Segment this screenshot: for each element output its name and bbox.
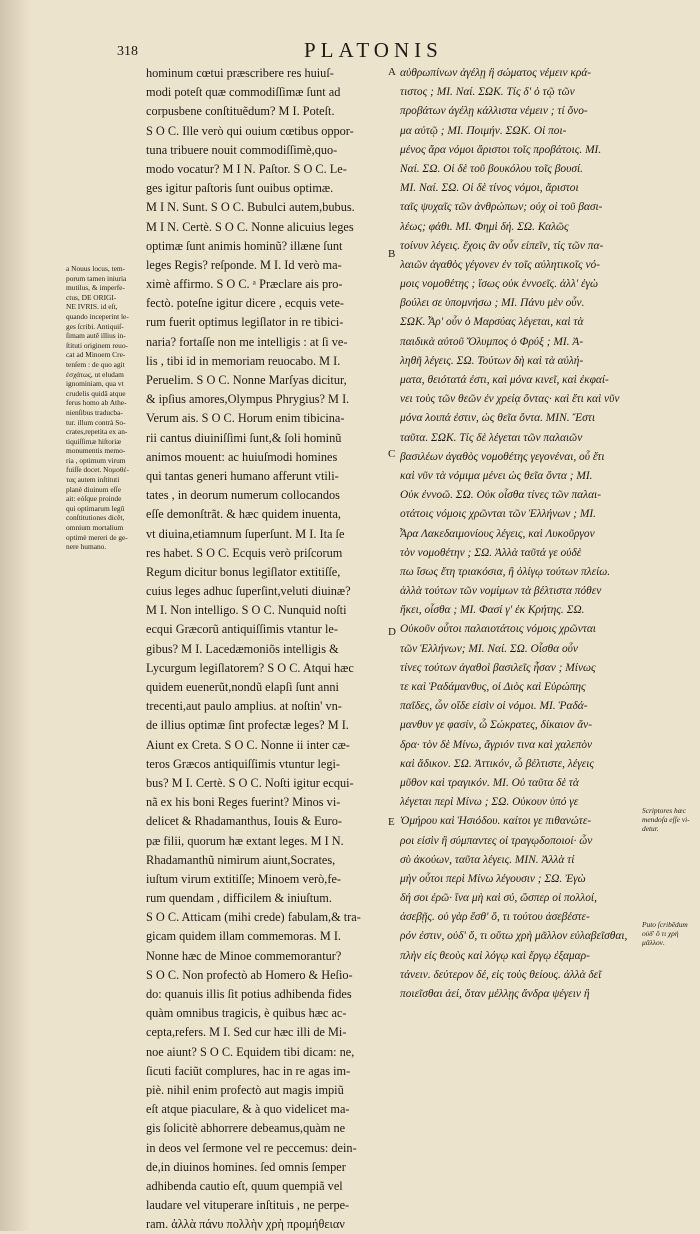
greek-line: καὶ νῦν τὰ νόμιμα μένει ὡς θεῖα ὄντα ; ΜΙ. [400, 469, 593, 482]
latin-line: de illius optimæ ſint profectæ leges? M I. [146, 718, 349, 733]
greek-line: καὶ ἄδικον. ΣΩ. Ἀττικόν, ὦ βέλτιστε, λέγεις [400, 757, 594, 770]
latin-line: hominum cœtui præscribere res huiuſ- [146, 66, 334, 80]
leftnote-line: ſimam autẽ illius in- [66, 331, 126, 341]
leftnote-line: monumentis memo- [66, 446, 126, 456]
latin-line: delicet & Rhadamanthus, Iouis & Euro- [146, 814, 343, 829]
greek-line: ταῦτα. ΣΩΚ. Τίς δὲ λέγεται τῶν παλαιῶν [400, 431, 583, 444]
leftnote-line: NE IVRIS. id eſt, [66, 302, 118, 312]
greek-line: δή σοι ἐρῶ· ἵνα μὴ καὶ σύ, ὥσπερ οἱ πολλοί, [400, 892, 597, 905]
latin-line: in deos vel ſermone vel re peccemus: dein- [146, 1140, 357, 1155]
greek-line: μῦθον καὶ τραγικόν. ΜΙ. Οὐ ταῦτα δὲ τὰ [400, 776, 579, 789]
latin-line: ram. ἀλλὰ πάνυ πολλὴν χρὴ προμήθειαν [146, 1217, 345, 1232]
latin-line: vt diuina,etiamnum ſuperſunt. M I. Ita ſe [146, 526, 345, 541]
greek-line: Ἆρα Λακεδαιμονίους λέγεις, καὶ Λυκοῦργον [400, 527, 595, 540]
greek-line: οτάτοις νόμοις χρῶνται τῶν Ἑλλήνων ; ΜΙ. [400, 508, 596, 521]
latin-line: Rhadamanthũ nimirum aiunt,Socrates, [146, 852, 336, 867]
latin-line: gibus? M I. Lacedæmoniõs intelligis & [146, 641, 339, 656]
rnote2-line: Puto ſcribẽdum [642, 920, 688, 929]
greek-line: ἥκει, οἶσθα ; ΜΙ. Φασί γ' ἐκ Κρήτης. ΣΩ. [400, 604, 585, 617]
latin-line: Aiunt ex Creta. S O C. Nonne ii inter cæ- [146, 737, 350, 752]
latin-line: Regum dicitur bonus legiſlator extitiſſe, [146, 564, 341, 579]
latin-line: rii cantus diuiniſſimi ſunt,& ſoli hominũ [146, 430, 342, 445]
greek-line: Οὐκοῦν οὗτοι παλαιοτάτοις νόμοις χρῶνται [400, 623, 596, 636]
leftnote-line: a Nouus locus, tem- [66, 264, 126, 273]
latin-translation-column [146, 64, 390, 1234]
latin-line: Peruelim. S O C. Nonne Marſyas dicitur, [146, 373, 347, 387]
greek-text-column [400, 64, 632, 1004]
greek-line: ροι εἰσὶν ἢ σύμπαντες οἱ τραγῳδοποιοί· ὧν [400, 834, 593, 847]
latin-line: piè. nihil enim profectò aut magis impiũ [146, 1082, 344, 1097]
latin-line: S O C. Ille verò qui ouium cœtibus oppor- [146, 123, 354, 138]
greek-line: μανθυν γε φασίν, ὦ Σώκρατες, δίκαιον ἄν- [400, 719, 593, 732]
latin-line: quàm omnibus tragicis, è quibus hæc ac- [146, 1006, 347, 1021]
latin-line: ximè affirmo. S O C. ᵃ Præclare ais pro- [146, 277, 343, 292]
latin-line: nã ex his boni Reges fuerint? Minos vi- [146, 795, 341, 810]
latin-line: tuna tribuere nouit commodiſſimè,quo- [146, 142, 338, 157]
greek-line: πλὴν εἰς θεοὺς καὶ λόγῳ καὶ ἔργῳ ἐξαμαρ- [400, 949, 590, 962]
latin-line: ecqui Græcorũ antiquiſſimis vtantur le- [146, 622, 338, 637]
latin-line: modo vocatur? M I N. Paſtor. S O C. Le- [146, 161, 347, 176]
leftnote-line: ἐσχάτως, ut eludam [66, 369, 124, 379]
latin-line: leges Regis? reſponde. M I. Id verò ma- [146, 257, 342, 272]
latin-line: ges igitur paſtoris ſunt ouibus optimæ. [146, 181, 334, 196]
greek-line: πω ἴσως ἔτη τριακόσια, ἢ ὀλίγῳ τούτων πλείω. [400, 565, 611, 578]
greek-line: παῖδες, ὧν οἵδε εἰσὶν οἱ νόμοι. ΜΙ. Ῥαδά- [400, 700, 588, 713]
latin-line: do: quanuis illis ſit potius adhibenda fides [146, 987, 352, 1001]
greek-line: ἀλλὰ τούτων τῶν νομίμων τὰ βέλτιστα πόθεν [400, 585, 602, 598]
page-number: 318 [117, 44, 138, 59]
section-letter-d: D [388, 626, 396, 638]
latin-line: rum quendam , difficilem & iniuſtum. [146, 891, 332, 906]
latin-line: lis , tibi id in memoriam reuocabo. M I. [146, 353, 341, 368]
latin-line: cuius leges adhuc ſuperſint,veluti diuinæ? [146, 584, 351, 599]
leftnote-line: planè diuinum eſſe [66, 484, 122, 494]
greek-line: δρα· τὸν δὲ Μίνω, ἄγριόν τινα καὶ χαλεπὸν [400, 738, 593, 751]
greek-line: τάνειν. δεύτερον δέ, εἰς τοὺς θείους. ἀλλὰ δεῖ [400, 968, 602, 981]
latin-line: gis ſolicitè abhorrere debeamus,quàm ne [146, 1121, 346, 1136]
greek-line: Ναί. ΣΩ. Οἱ δὲ τοῦ βουκόλου τοῖς βουσί. [400, 162, 583, 175]
leftnote-line: nienſibus traducba- [66, 407, 123, 417]
greek-line: τὸν νομοθέτην ; ΣΩ. Ἀλλὰ ταῦτά γε οὐδὲ [400, 546, 582, 559]
greek-line: ΣΩΚ. Ἆρ' οὖν ὁ Μαρσύας λέγεται, καὶ τὰ [400, 316, 584, 329]
greek-line: τιστος ; ΜΙ. Ναί. ΣΩΚ. Τίς δ' ὁ τῷ τῶν [400, 86, 575, 99]
greek-line: λέως; φάθι. ΜΙ. Φημὶ δή. ΣΩ. Καλῶς [400, 220, 569, 233]
latin-line: corpusbene conſtituẽdum? M I. Poteſt. [146, 104, 335, 119]
leftnote-line: qui optimarum legũ [66, 503, 125, 513]
leftnote-line: ait: eóſque proinde [66, 494, 122, 504]
greek-line: Ὁμήρου καὶ Ἡσιόδου. καίτοι γε πιθανώτε- [400, 815, 592, 828]
margin-note-left [66, 264, 148, 552]
greek-line: βούλει σε ὑπομνήσω ; ΜΙ. Πάνυ μὲν οὖν. [400, 297, 585, 310]
latin-line: eſſe demonſtrãt. & hæc quidem inuenta, [146, 507, 341, 522]
greek-line: μοις νομοθέτης ; ἴσως οὐκ ἐννοεῖς. ἀλλ' ἐγὼ [400, 278, 599, 291]
latin-line: trecenti,aut paulo amplius. at noſtin' vn- [146, 699, 342, 714]
rnote1-line: detur. [642, 824, 659, 834]
latin-line: qui tantas generi humano afferunt vtili- [146, 468, 339, 483]
latin-line: quidem euenerũt,nondũ elapſi ſunt anni [146, 680, 339, 694]
latin-line: teros Græcos antiquiſſimis vtuntur legi- [146, 756, 340, 771]
latin-line: M I N. Certè. S O C. Nonne alicuius leges [146, 219, 354, 234]
latin-line: pæ filii, quorum hæ extant leges. M I N. [146, 833, 344, 848]
latin-line: adhibenda cautio eſt, quum quempiã vel [146, 1178, 343, 1193]
latin-line: optimæ ſunt animis hominũ? illæne ſunt [146, 238, 343, 253]
leftnote-line: ria , optimum virum [66, 455, 126, 465]
latin-line: cepta,refers. M I. Sed cur hæc illi de Mi- [146, 1025, 347, 1040]
latin-line: tates , in deorum numerum collocandos [146, 488, 340, 503]
leftnote-line: ſtituti originem reuo- [66, 340, 128, 350]
greek-line: βασιλέων ἀγαθὸς νομοθέτης γεγονέναι, οὗ ἔτι [400, 450, 605, 463]
leftnote-line: conſtitutiones dicẽt, [66, 513, 125, 523]
section-letter-a: A [388, 66, 396, 78]
leftnote-line: tur. illum contrà So- [66, 417, 126, 427]
greek-line: ρόν ἐστιν, οὐδ' ὅ, τι οὕτω χρὴ μᾶλλον εὐλαβεῖσθαι, [400, 930, 628, 943]
latin-line: naria? fortaſſe non me intelligis : at ſi ve- [146, 334, 348, 349]
latin-line: M I. Non intelligo. S O C. Nunquid noſti [146, 603, 347, 618]
latin-line: noe aiunt? S O C. Equidem tibi dicam: ne, [146, 1044, 355, 1059]
greek-line: μόνα λοιπά ἐστιν, ὡς θεῖα ὄντα. ΜΙΝ. Ἔστι [400, 412, 595, 425]
leftnote-line: porum tamen iniuria [66, 273, 127, 283]
greek-line: προβάτων ἀγέλῃ κάλλιστα νέμειν ; τί ὄνο- [400, 105, 588, 118]
leftnote-line: cat ad Minoem Cre- [66, 350, 126, 360]
latin-line: modi poteſt quæ commodiſſimæ ſunt ad [146, 85, 341, 100]
margin-note-right-lower [642, 920, 698, 948]
greek-line: τε καὶ Ῥαδάμανθυς, οἱ Διὸς καὶ Εὐρώπης [400, 681, 586, 693]
running-title: PLATONIS [304, 38, 443, 62]
greek-line: λέγεται περὶ Μίνω ; ΣΩ. Οὐκουν ὑπό γε [400, 796, 579, 809]
greek-line: τῶν Ἑλλήνων; ΜΙ. Ναί. ΣΩ. Οἶσθα οὖν [400, 642, 578, 655]
rnote1-line: mendoſa eſſe vi- [642, 815, 690, 825]
greek-line: μα αὐτῷ ; ΜΙ. Ποιμήν. ΣΩΚ. Οἱ ποι- [400, 124, 567, 137]
greek-line: νει τοὺς τῶν θεῶν ἐν χρείᾳ ὄντας· καὶ ἔτι καὶ νῦν [400, 393, 620, 406]
leftnote-line: quando inceperint le- [66, 311, 129, 321]
greek-line: ποιεῖσθαι ἀεί, ὅταν μέλλῃς ἄνδρα ψέγειν ἢ [400, 988, 590, 1000]
leftnote-line: fuiſſe docet. Νομοθέ- [66, 465, 129, 475]
latin-line: Nonne hæc de Minoe commemorantur? [146, 948, 342, 963]
greek-line: ταῖς ψυχαῖς τῶν ἀνθρώπων; οὐχ οἱ τοῦ βασι- [400, 201, 603, 214]
greek-line: Οὐκ ἐννοῶ. ΣΩ. Οὐκ οἶσθα τίνες τῶν παλαι- [400, 489, 602, 502]
rnote2-line: μᾶλλον. [642, 938, 665, 948]
leftnote-line: ctus, DE ORIGI- [66, 292, 117, 302]
greek-line: τίνες τούτων ἀγαθοὶ βασιλεῖς ἦσαν ; Μίνως [400, 661, 596, 674]
latin-line: rum fuerit optimus legiſlator in re tibici- [146, 315, 344, 330]
greek-line: μένος ἄρα νόμοι ἄριστοι τοῖς προβάτοις. ΜΙ. [400, 143, 602, 156]
latin-line: iuſtum virum extitiſſe; Minoem verò,fe- [146, 871, 342, 886]
greek-line: μὴν οὗτοι περὶ Μίνω λέγουσιν ; ΣΩ. Ἐγὼ [400, 872, 586, 885]
latin-line: eſt atque piaculare, & à quo videlicet ma- [146, 1102, 350, 1117]
greek-line: ματα, θειότατά ἐστι, καὶ μόνα κινεῖ, καὶ ἐκφαί- [400, 374, 609, 386]
leftnote-line: omnium mortalium [66, 523, 124, 533]
leftnote-line: ferus homo ab Athe- [66, 398, 127, 408]
section-letter-e: E [388, 816, 395, 828]
leftnote-line: ignominiam, qua vt [66, 379, 124, 389]
latin-line: S O C. Non profectò ab Homero & Heſio- [146, 967, 353, 982]
leftnote-line: crates,repetita ex an- [66, 427, 128, 437]
greek-line: αὐθρωπίνων ἀγέλῃ ἢ σώματος νέμειν κρά- [400, 67, 592, 79]
latin-line: S O C. Atticam (mihi crede) fabulam,& tra- [146, 910, 361, 925]
rnote1-line: Scriptores hæc [642, 806, 686, 815]
leftnote-line: crudelis quidã atque [66, 388, 126, 398]
greek-line: ΜΙ. Ναί. ΣΩ. Οἱ δὲ τίνος νόμοι, ἄριστοι [400, 182, 579, 195]
latin-line: fectò. poteſne igitur dicere , ecquis vete- [146, 296, 345, 311]
latin-line: de,in diuinos homines. ſed omnis ſemper [146, 1159, 346, 1174]
latin-line: bus? M I. Certè. S O C. Noſti igitur ecqui- [146, 775, 354, 790]
latin-line: Verum ais. S O C. Horum enim tibicina- [146, 411, 345, 426]
leftnote-line: τας autem inſtituti [66, 475, 120, 485]
leftnote-line: nere humano. [66, 542, 107, 552]
greek-line: παιδικὰ αὐτοῦ Ὄλυμπος ὁ Φρύξ ; ΜΙ. Ἀ- [400, 335, 584, 348]
latin-line: res habet. S O C. Ecquis verò priſcorum [146, 545, 343, 560]
greek-line: τοίνυν λέγεις. ἔχοις ἂν οὖν εἰπεῖν, τίς τῶν πα- [400, 239, 604, 252]
latin-line: & ipſius amores,Olympus Phrygius? M I. [146, 392, 350, 407]
page-edge-shadow [0, 0, 30, 1231]
greek-line: λαιῶν ἀγαθὸς γέγονεν ἐν τοῖς αὐλητικοῖς νό- [400, 258, 601, 271]
greek-line: ληθῆ λέγεις. ΣΩ. Τούτων δὴ καὶ τὰ αὐλή- [400, 354, 584, 367]
greek-line: σὺ ἀκούων, ταῦτα λέγεις. ΜΙΝ. Ἀλλὰ τί [400, 853, 575, 866]
latin-line: laudare vel vituperare inſtituis , ne perpe- [146, 1198, 350, 1213]
leftnote-line: optimè mereri de ge- [66, 532, 128, 542]
margin-note-right-upper [642, 806, 698, 834]
leftnote-line: tiquiſſimæ hiſtoriæ [66, 436, 122, 446]
latin-line: M I N. Sunt. S O C. Bubulci autem,bubus. [146, 200, 355, 215]
leftnote-line: ges ſcribi. Antiquiſ- [66, 321, 124, 331]
rnote2-line: οὐδ' ὅ τι χρὴ [642, 929, 679, 939]
latin-line: animos mouent: ac huiuſmodi homines [146, 449, 338, 464]
latin-line: gicam quidem illam commemoras. M I. [146, 929, 341, 944]
greek-line: ἀσεβῇς. οὐ γὰρ ἔσθ' ὅ, τι τούτου ἀσεβέστε- [400, 911, 590, 924]
leftnote-line: mutilus, & imperfe- [66, 283, 125, 293]
section-letter-b: B [388, 248, 396, 260]
latin-line: ſicuti faciũt complures, hac in re agas im- [146, 1063, 351, 1078]
latin-line: Lycurgum legiſlatorem? S O C. Atqui hæc [146, 660, 354, 675]
leftnote-line: tenſem : de quo agit [66, 359, 125, 369]
section-letter-c: C [388, 448, 396, 460]
